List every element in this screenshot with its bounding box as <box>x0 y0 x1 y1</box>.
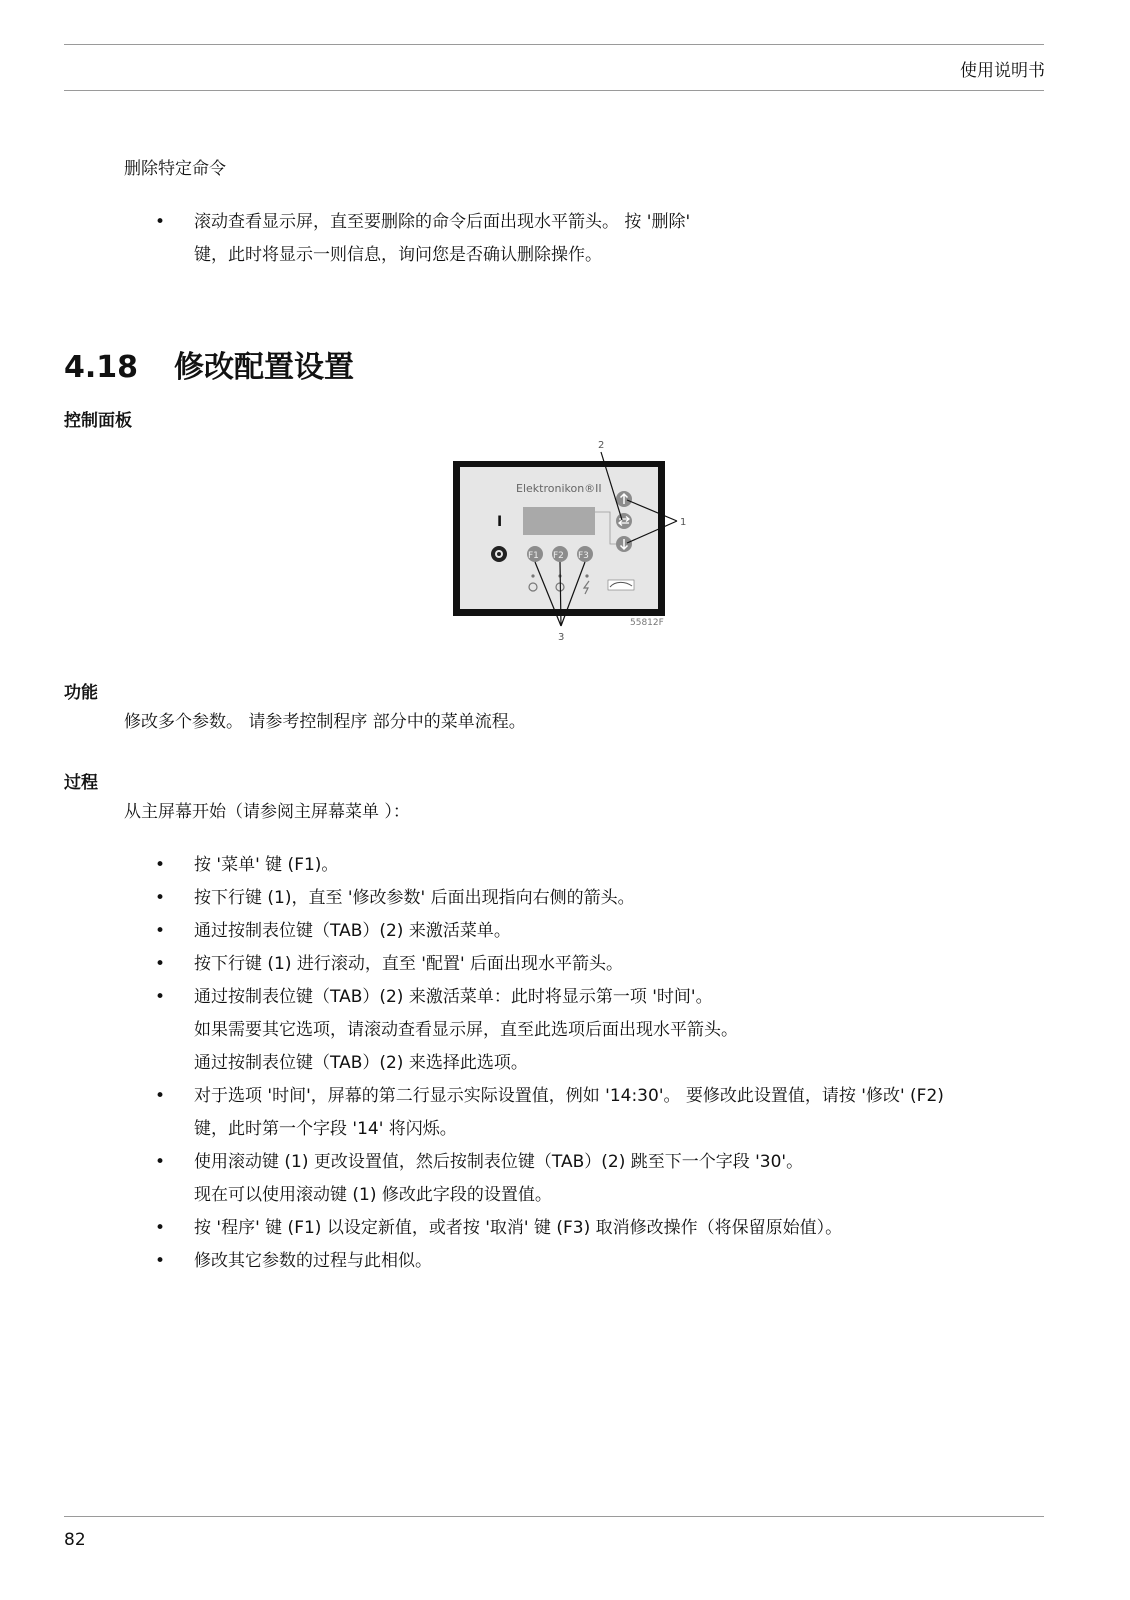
footer-rule <box>64 1516 1044 1517</box>
step-line: • 使用滚动键 (1) 更改设置值，然后按制表位键（TAB）(2) 跳至下一个字段 '30'。 <box>194 1152 804 1172</box>
procedure-intro: 从主屏幕开始（请参阅主屏幕菜单 ）： <box>124 802 410 822</box>
callout-3: 3 <box>558 632 565 643</box>
step-line: • 按 '程序' 键 (F1) 以设定新值，或者按 '取消' 键 (F3) 取消修改操作（将保留原始值）。 <box>194 1218 843 1238</box>
tab-key <box>616 513 632 529</box>
procedure-heading: 过程 <box>64 773 98 793</box>
f1-key-label: F1 <box>528 551 539 561</box>
section-number: 4.18 <box>64 350 139 385</box>
step-item <box>155 981 1035 1080</box>
panel-display <box>523 507 595 535</box>
delete-command-bullets <box>155 206 1035 272</box>
step-line: • 通过按制表位键（TAB）(2) 来激活菜单：此时将显示第一项 '时间'。 <box>194 987 713 1007</box>
step-line: 如果需要其它选项，请滚动查看显示屏，直至此选项后面出现水平箭头。 <box>194 1020 738 1040</box>
procedure-steps <box>155 849 1035 1278</box>
callout-2: 2 <box>598 440 605 451</box>
f3-key-label: F3 <box>578 551 589 561</box>
function-text: 修改多个参数。 请参考控制程序 部分中的菜单流程。 <box>124 712 526 732</box>
step-line: • 按 '菜单' 键 (F1)。 <box>194 855 339 875</box>
bullet-item <box>155 206 1035 272</box>
header-title: 使用说明书 <box>960 61 1045 81</box>
step-line: 通过按制表位键（TAB）(2) 来选择此选项。 <box>194 1053 528 1073</box>
step-item <box>155 1212 1035 1245</box>
step-line: • 通过按制表位键（TAB）(2) 来激活菜单。 <box>194 921 511 941</box>
status-led <box>531 574 534 577</box>
step-item <box>155 948 1035 981</box>
step-item <box>155 849 1035 882</box>
callout-1: 1 <box>680 517 687 528</box>
bullet-line: • 滚动查看显示屏，直至要删除的命令后面出现水平箭头。 按 '删除' <box>194 212 691 232</box>
f2-key-label: F2 <box>553 551 564 561</box>
figure-code: 55812F <box>630 618 664 628</box>
panel-brand: Elektronikon®II <box>516 482 602 495</box>
status-led <box>585 574 588 577</box>
step-line: • 修改其它参数的过程与此相似。 <box>194 1251 432 1271</box>
bullet-line: 键，此时将显示一则信息，询问您是否确认删除操作。 <box>194 245 602 265</box>
function-heading: 功能 <box>64 683 98 703</box>
page-number: 82 <box>64 1530 86 1550</box>
delete-command-title: 删除特定命令 <box>124 159 226 179</box>
section-title-text: 修改配置设置 <box>174 350 354 385</box>
step-item <box>155 1080 1035 1146</box>
step-line: • 对于选项 '时间'，屏幕的第二行显示实际设置值，例如 '14:30'。 要修改此设置值，请按 '修改' (F2) <box>194 1086 944 1106</box>
step-line: 键，此时第一个字段 '14' 将闪烁。 <box>194 1119 457 1139</box>
step-item <box>155 915 1035 948</box>
power-on-button: I <box>497 514 503 530</box>
section-title <box>64 342 354 386</box>
step-line: • 按下行键 (1)，直至 '修改参数' 后面出现指向右侧的箭头。 <box>194 888 635 908</box>
step-line: 现在可以使用滚动键 (1) 修改此字段的设置值。 <box>194 1185 552 1205</box>
control-panel-figure <box>440 440 700 660</box>
header-bottom-rule <box>64 90 1044 91</box>
step-item <box>155 882 1035 915</box>
step-item <box>155 1245 1035 1278</box>
control-panel-heading: 控制面板 <box>64 411 132 431</box>
step-line: • 按下行键 (1) 进行滚动，直至 '配置' 后面出现水平箭头。 <box>194 954 624 974</box>
header-top-rule <box>64 44 1044 45</box>
step-item <box>155 1146 1035 1212</box>
